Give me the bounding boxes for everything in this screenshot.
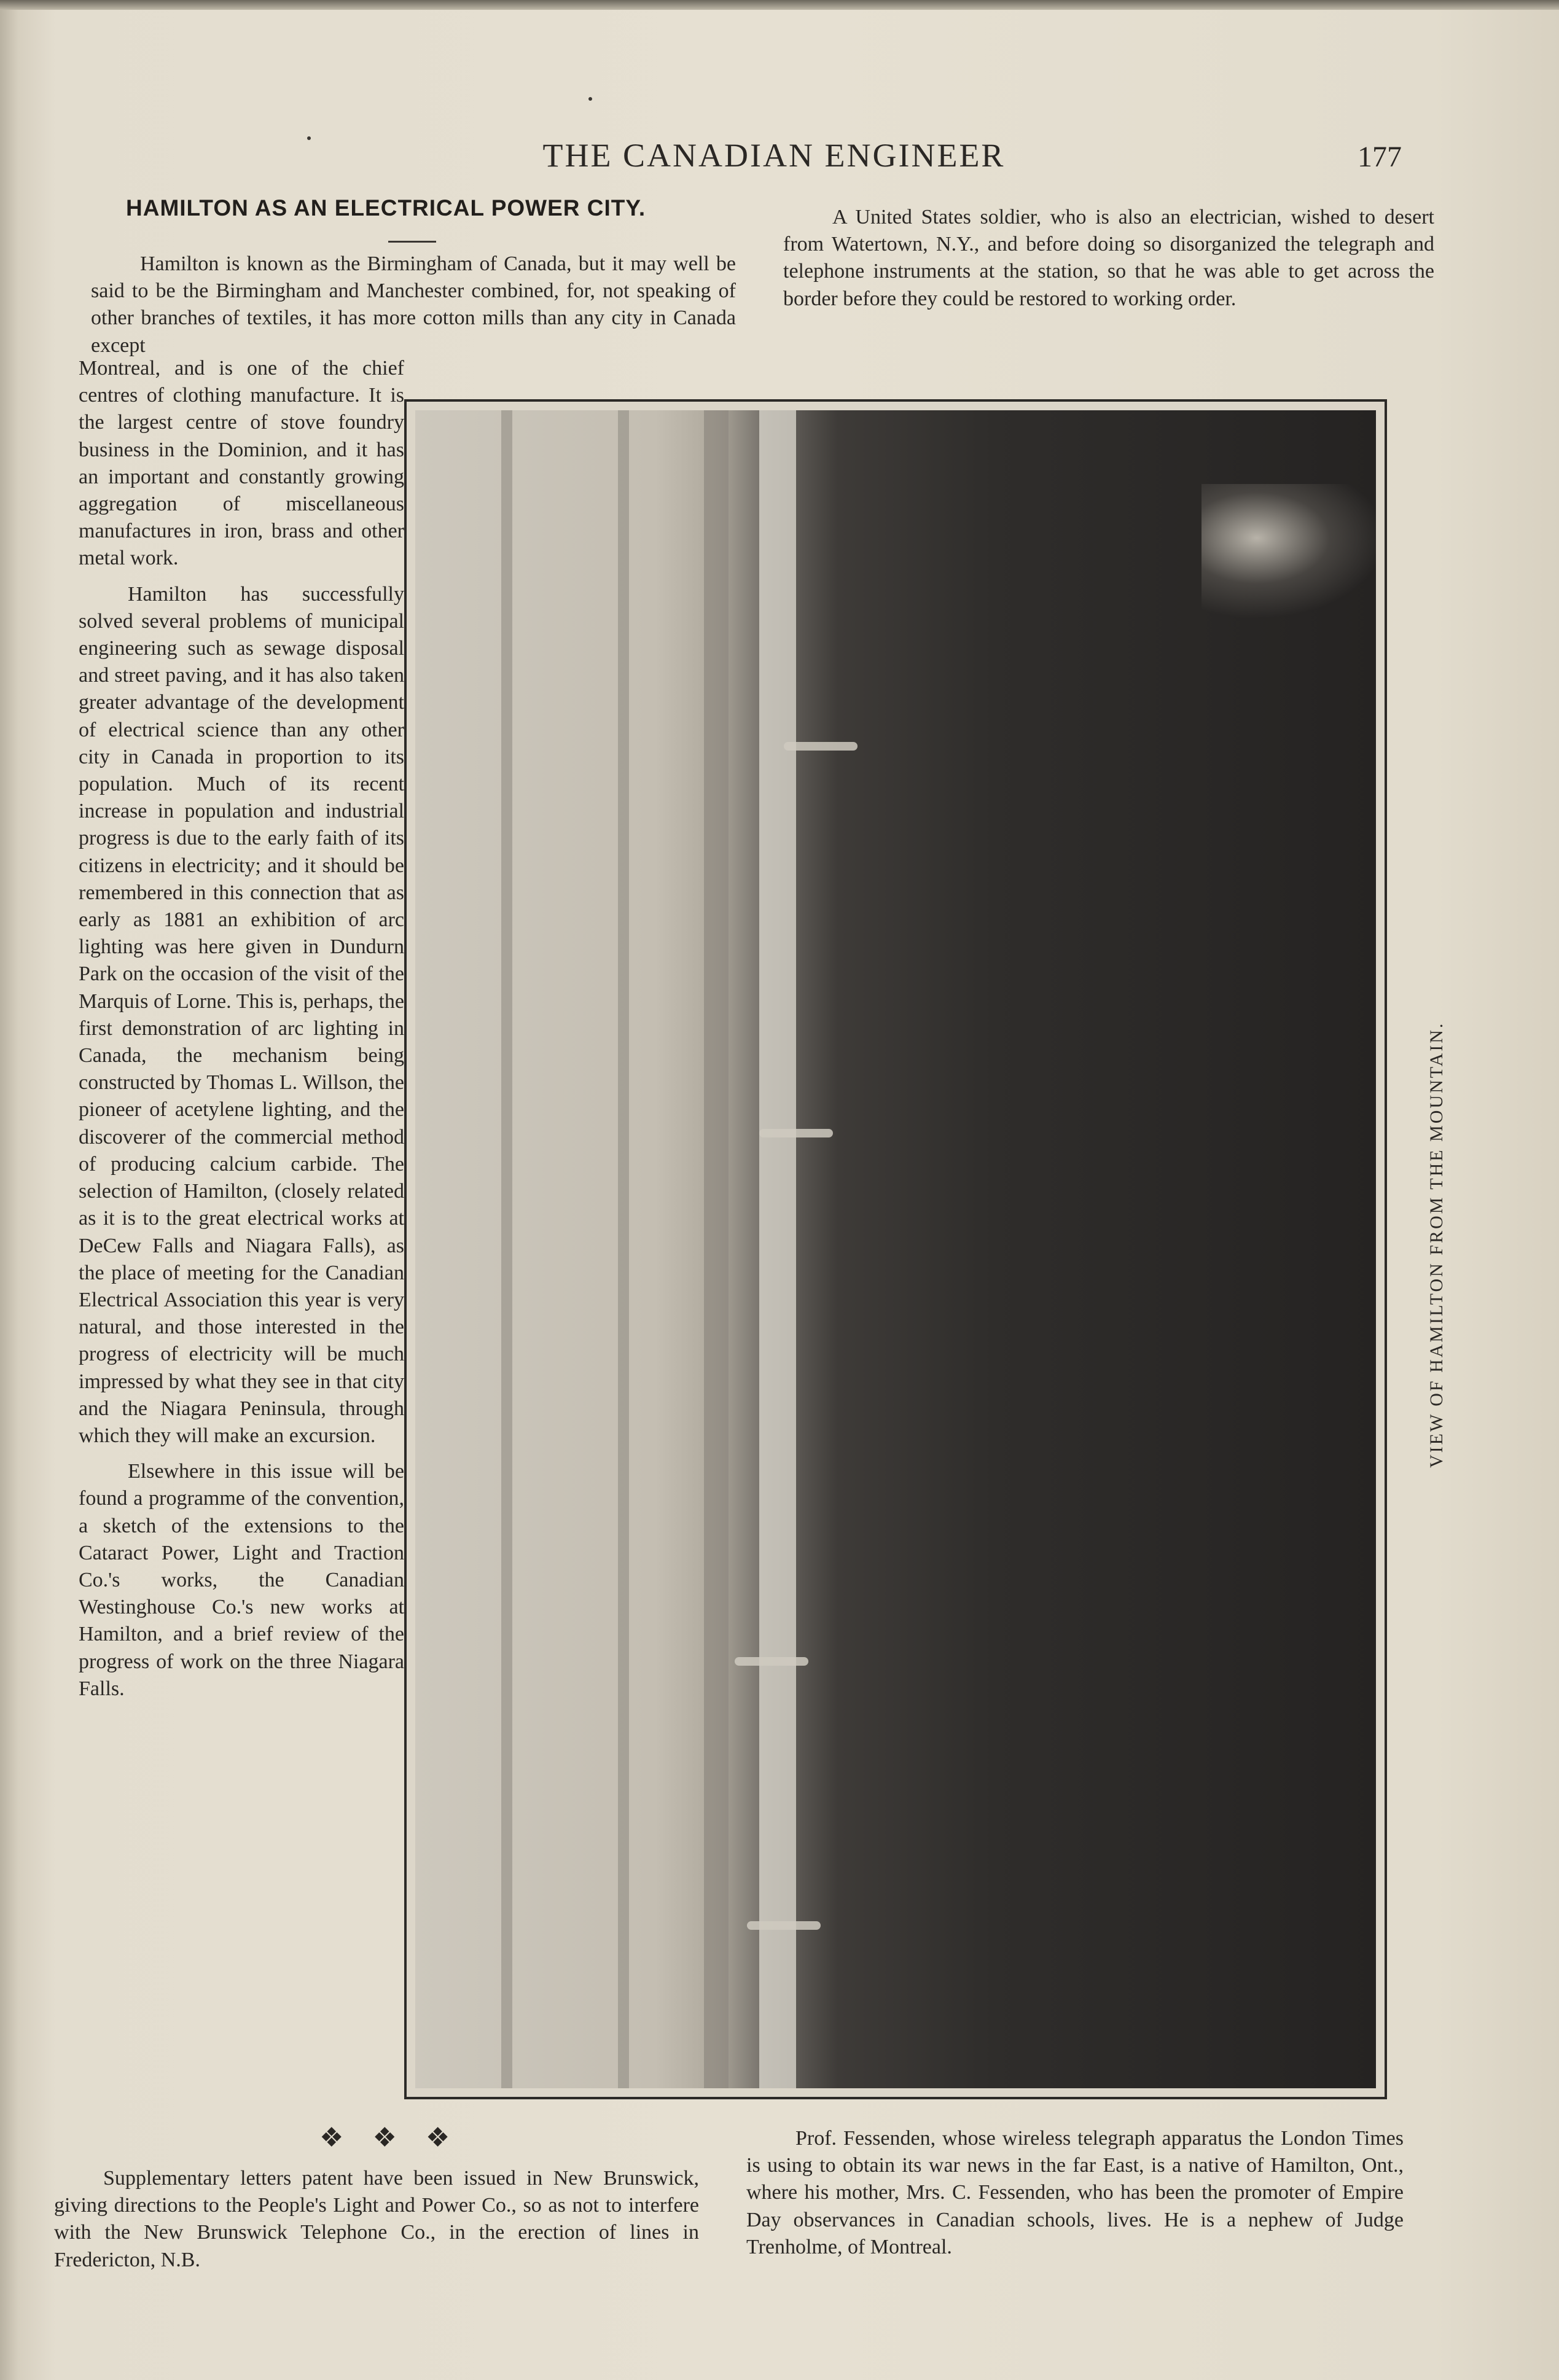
article-intro	[91, 251, 736, 359]
photo-smoke-plume	[735, 1657, 808, 1666]
photo-frame	[404, 399, 1387, 2099]
fessenden-note-text: Prof. Fessenden, whose wireless telegraph apparatus the London Times is using to obtain its war news in the far East, is a native of Hamilton, Ont., where his mother, Mrs. C. Fessenden, who has been the promoter of Empire Day observances in Canadian schools, lives. He is a nephew of Judge Trenholme, of Montreal.	[746, 2127, 1404, 2258]
photo-smoke-plume	[747, 1921, 821, 1930]
page-number: 177	[1358, 141, 1402, 173]
photo-shoreline	[759, 410, 796, 2088]
paragraph-2: Hamilton has successfully solved several problems of municipal engineering such as sewage disposal and street paving, and it has also taken greater advantage of the development of electrical science than any other city in Canada in proportion to its population. Much of its recent increase in population and industrial progress is due to the early faith of its citizens in electricity; and it should be remembered in this connection that as early as 1881 an exhibition of arc lighting was here given in Dundurn Park on the occasion of the visit of the Marquis of Lorne. This is, perhaps, the first demonstration of arc lighting in Canada, the mechanism being constructed by Thomas L. Willson, the pioneer of acetylene lighting, and the discoverer of the commercial method of producing calcium carbide. The selection of Hamilton, (closely related as it is to the great electrical works at DeCew Falls and Niagara Falls), as the place of meeting for the Canadian Electrical Association this year is very natural, and those interested in the progress of electricity will be much impressed by what they see in that city and the Niagara Peninsula, through which they will make an excursion.	[79, 582, 404, 1447]
running-title: THE CANADIAN ENGINEER	[542, 137, 1006, 174]
article-column	[79, 355, 404, 1703]
photo-smoke-plume	[784, 742, 858, 751]
fessenden-note	[746, 2125, 1404, 2261]
soldier-note-text: A United States soldier, who is also an electrician, wished to desert from Watertown, N.Y., and before doing so disorganized the telegraph and telephone instruments at the station, so that he was able to get across the border before they could be restored to working order.	[783, 206, 1434, 310]
photo-sky-band	[704, 410, 729, 2088]
supplementary-note	[54, 2165, 699, 2274]
photo-caption: VIEW OF HAMILTON FROM THE MOUNTAIN.	[1426, 1021, 1447, 1468]
photo-sky-band	[618, 410, 629, 2088]
photo-sky-band	[501, 410, 512, 2088]
print-speck	[588, 97, 592, 101]
soldier-note	[783, 204, 1434, 313]
paragraph-3: Elsewhere in this issue will be found a programme of the convention, a sketch of the extensions to the Cataract Power, Light and Traction Co.'s works, the Canadian Westinghouse Co.'s new works at Hamilton, and a brief review of the progress of work on the three Niagara Falls.	[79, 1460, 404, 1700]
headline-rule	[388, 241, 436, 243]
hamilton-panorama-photo	[415, 410, 1376, 2088]
print-speck	[307, 136, 311, 140]
page-top-edge	[0, 0, 1559, 10]
photo-light-glow	[1201, 484, 1376, 619]
article-headline: HAMILTON AS AN ELECTRICAL POWER CITY.	[126, 195, 646, 220]
supplementary-note-text: Supplementary letters patent have been issued in New Brunswick, giving directions to the People's Light and Power Co., so as not to interfere with the New Brunswick Telephone Co., in the erection of lines in Fredericton, N.B.	[54, 2167, 699, 2271]
photo-smoke-plume	[759, 1129, 833, 1137]
intro-paragraph: Hamilton is known as the Birmingham of Canada, but it may well be said to be the Birmingham and Manchester combined, for, not speaking of other branches of textiles, it has more cotton mills than any city in Canada except	[91, 252, 736, 357]
section-ornament: ❖ ❖ ❖	[319, 2123, 461, 2153]
paragraph-1-continued: Montreal, and is one of the chief centres of clothing manufacture. It is the largest centre of stove foundry business in the Dominion, and it has an important and constantly growing aggregation of miscellaneous manufactures in iron, brass and other metal work.	[79, 357, 404, 570]
page-header	[0, 136, 1559, 185]
